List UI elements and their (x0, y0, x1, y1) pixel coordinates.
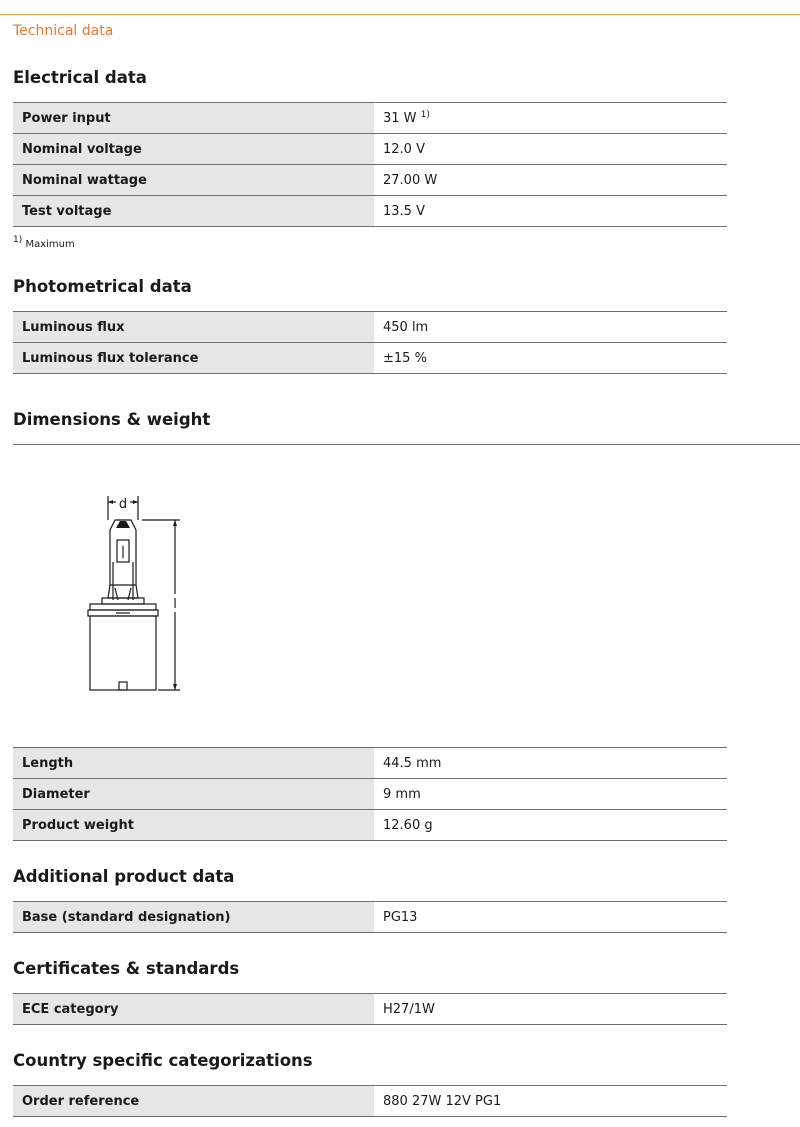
diameter-label: d (118, 497, 128, 512)
page-title: Technical data (13, 23, 114, 39)
bulb-dimension-drawing (80, 490, 190, 700)
arrow-head (133, 500, 138, 504)
row-label: Test voltage (13, 196, 374, 227)
base-notch (119, 682, 127, 690)
table-row (13, 343, 727, 374)
row-value (374, 103, 727, 134)
row-label: Power input (13, 103, 374, 134)
arrow-head (173, 684, 177, 690)
electrical-table (13, 102, 727, 227)
row-label: Diameter (13, 779, 374, 810)
row-label: Nominal voltage (13, 134, 374, 165)
row-label: Product weight (13, 810, 374, 841)
row-value: 13.5 V (374, 196, 727, 227)
table-row (13, 810, 727, 841)
header-rule (0, 14, 800, 15)
footnote (13, 235, 75, 250)
row-value: H27/1W (374, 994, 727, 1025)
section-divider (13, 444, 800, 445)
row-label: Nominal wattage (13, 165, 374, 196)
flange (90, 604, 156, 610)
base-body (90, 616, 156, 690)
row-value: 12.60 g (374, 810, 727, 841)
footnote-text: Maximum (25, 239, 75, 250)
dimensions-table (13, 747, 727, 841)
country-table (13, 1085, 727, 1117)
footnote-mark: 1) (13, 235, 23, 245)
row-value: PG13 (374, 902, 727, 933)
section-heading-dimensions: Dimensions & weight (13, 410, 211, 429)
bulb-tip (116, 521, 130, 528)
length-label: l (173, 597, 177, 612)
arrow-head (173, 520, 177, 526)
table-row (13, 103, 727, 134)
table-row (13, 994, 727, 1025)
row-label: Luminous flux tolerance (13, 343, 374, 374)
table-row (13, 748, 727, 779)
holder-top (102, 598, 144, 604)
section-heading-photometrical: Photometrical data (13, 277, 192, 296)
table-row (13, 165, 727, 196)
row-value: 880 27W 12V PG1 (374, 1086, 727, 1117)
power-input-value: 31 W (383, 111, 417, 126)
row-value: 44.5 mm (374, 748, 727, 779)
row-label: ECE category (13, 994, 374, 1025)
row-value: 12.0 V (374, 134, 727, 165)
section-heading-certificates: Certificates & standards (13, 959, 240, 978)
section-heading-additional: Additional product data (13, 867, 235, 886)
certificates-table (13, 993, 727, 1025)
row-value: 450 lm (374, 312, 727, 343)
table-row (13, 196, 727, 227)
table-row (13, 312, 727, 343)
row-value: ±15 % (374, 343, 727, 374)
row-label: Luminous flux (13, 312, 374, 343)
row-value: 9 mm (374, 779, 727, 810)
row-label: Order reference (13, 1086, 374, 1117)
table-row (13, 779, 727, 810)
arrow-head (108, 500, 113, 504)
footnote-reference: 1) (420, 110, 430, 120)
section-heading-country: Country specific categorizations (13, 1051, 313, 1070)
row-label: Length (13, 748, 374, 779)
row-label: Base (standard designation) (13, 902, 374, 933)
table-row (13, 902, 727, 933)
additional-table (13, 901, 727, 933)
section-heading-electrical: Electrical data (13, 68, 147, 87)
table-row (13, 1086, 727, 1117)
table-row (13, 134, 727, 165)
photometrical-table (13, 311, 727, 374)
row-value: 27.00 W (374, 165, 727, 196)
